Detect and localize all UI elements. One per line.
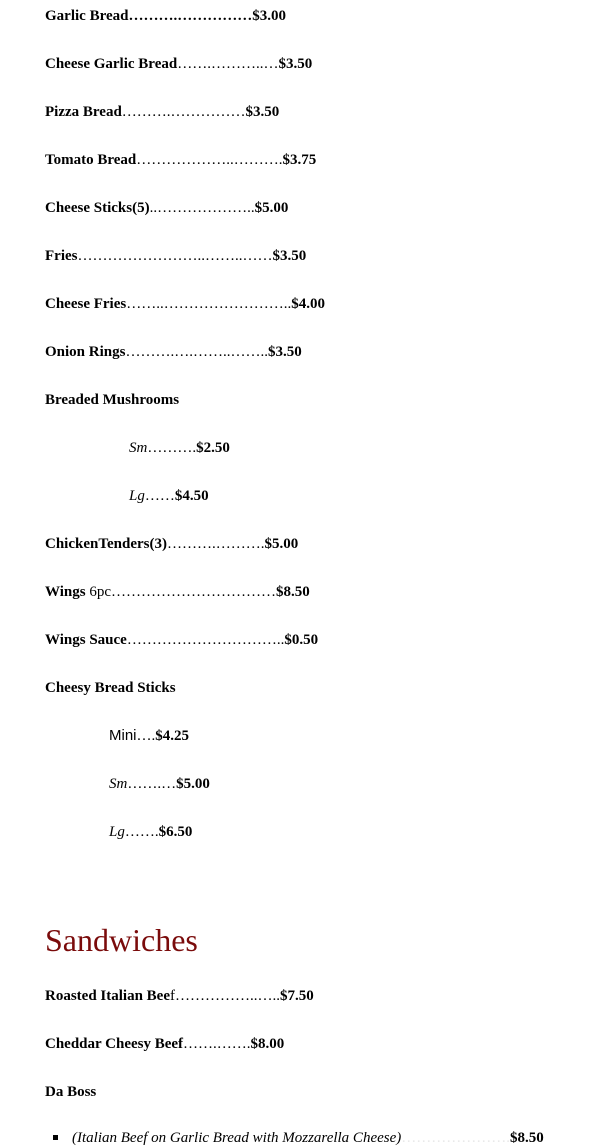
menu-item-cheese-garlic-bread (45, 55, 312, 73)
item-price: $3.50 (245, 104, 280, 120)
item-name: Roasted Italian Bee (45, 988, 170, 1004)
item-dots: ………………..………. (136, 152, 283, 168)
item-dots: ……….….……..…….. (125, 344, 268, 360)
size-option-large (129, 487, 209, 505)
item-dots: ………………………….. (126, 632, 285, 648)
item-dots: ..……………….. (149, 200, 255, 216)
item-name: Fries (45, 248, 78, 264)
item-dots: ……….…………… (121, 104, 246, 120)
item-price: $5.00 (176, 776, 210, 792)
item-name: Tomato Bread (45, 152, 137, 168)
item-price: $8.00 (250, 1036, 285, 1052)
menu-item-cheese-sticks (45, 199, 288, 217)
item-name: Garlic Bread (45, 8, 129, 24)
item-dots: ………. (147, 440, 197, 456)
item-price: $3.75 (282, 152, 317, 168)
item-price: $0.50 (284, 632, 319, 648)
size-label: Lg (129, 488, 145, 504)
item-name: Cheese Sticks(5) (45, 200, 150, 216)
item-dots: ……………………..……..…… (77, 248, 273, 264)
item-price: $3.50 (278, 56, 313, 72)
item-dots: …. (136, 728, 156, 744)
size-option-large (109, 823, 192, 841)
menu-item-garlic-bread (45, 7, 286, 25)
item-name: Cheese Garlic Bread (45, 56, 178, 72)
menu-item-cheesy-bread-sticks: Cheesy Bread Sticks (45, 680, 176, 696)
item-price: $3.50 (272, 248, 307, 264)
item-name: Onion Rings (45, 344, 126, 360)
menu-item-chicken-tenders (45, 535, 298, 553)
item-name: Cheese Fries (45, 296, 127, 312)
section-title-sandwiches: Sandwiches (45, 922, 198, 958)
item-price: $4.25 (155, 728, 190, 744)
item-price: $6.50 (158, 824, 193, 840)
size-label: Lg (109, 824, 125, 840)
size-label: Sm (109, 776, 128, 792)
item-dots: ……….…………… (128, 8, 253, 24)
item-dots: …….… (127, 776, 177, 792)
menu-item-fries (45, 247, 306, 265)
item-name-tail: f (170, 988, 175, 1004)
item-dots: …………………. (401, 1130, 510, 1146)
menu-item-wings-sauce (45, 631, 318, 649)
item-price: $7.50 (280, 988, 314, 1004)
menu-item-wings (45, 583, 310, 601)
item-dots: …….……. (183, 1036, 251, 1052)
item-dots: …….………..… (177, 56, 279, 72)
item-price: $8.50 (276, 584, 310, 600)
item-price: $2.50 (196, 440, 230, 456)
item-note: 6pc (85, 584, 111, 600)
item-price: $4.00 (291, 296, 325, 312)
item-dots: ……….………. (166, 536, 265, 552)
item-price: $4.50 (174, 488, 209, 504)
size-label: Mini (109, 727, 137, 744)
item-dots: ……..…………………….. (126, 296, 292, 312)
item-dots: ……. (124, 824, 159, 840)
size-option-small (129, 439, 230, 457)
size-option-mini (109, 727, 189, 745)
item-name: ChickenTenders(3) (45, 536, 167, 552)
item-price: $8.50 (510, 1130, 544, 1146)
item-price: $3.00 (252, 8, 286, 24)
item-dots: …………………………… (111, 584, 276, 600)
item-dots: …… (144, 488, 175, 504)
menu-item-onion-rings (45, 343, 302, 361)
menu-item-cheddar-cheesy-beef (45, 1035, 284, 1053)
item-description: (Italian Beef on Garlic Bread with Mozzarella Cheese) (72, 1130, 402, 1146)
size-label: Sm (129, 440, 148, 456)
bullet-icon (53, 1135, 58, 1140)
menu-item-roasted-italian-beef (45, 987, 314, 1005)
item-price: $5.00 (254, 200, 289, 216)
item-name: Pizza Bread (45, 104, 122, 120)
menu-item-tomato-bread (45, 151, 316, 169)
menu-item-cheese-fries (45, 295, 325, 313)
da-boss-description-row (45, 1129, 544, 1147)
item-price: $5.00 (264, 536, 299, 552)
item-name: Cheddar Cheesy Beef (45, 1036, 184, 1052)
item-name: Wings Sauce (45, 632, 127, 648)
menu-item-breaded-mushrooms: Breaded Mushrooms (45, 392, 180, 408)
item-name: Wings (45, 584, 86, 600)
item-price: $3.50 (267, 344, 302, 360)
size-option-small (109, 775, 210, 793)
menu-item-da-boss: Da Boss (45, 1084, 97, 1100)
item-dots: ……………..….. (175, 988, 280, 1004)
menu-item-pizza-bread (45, 103, 279, 121)
